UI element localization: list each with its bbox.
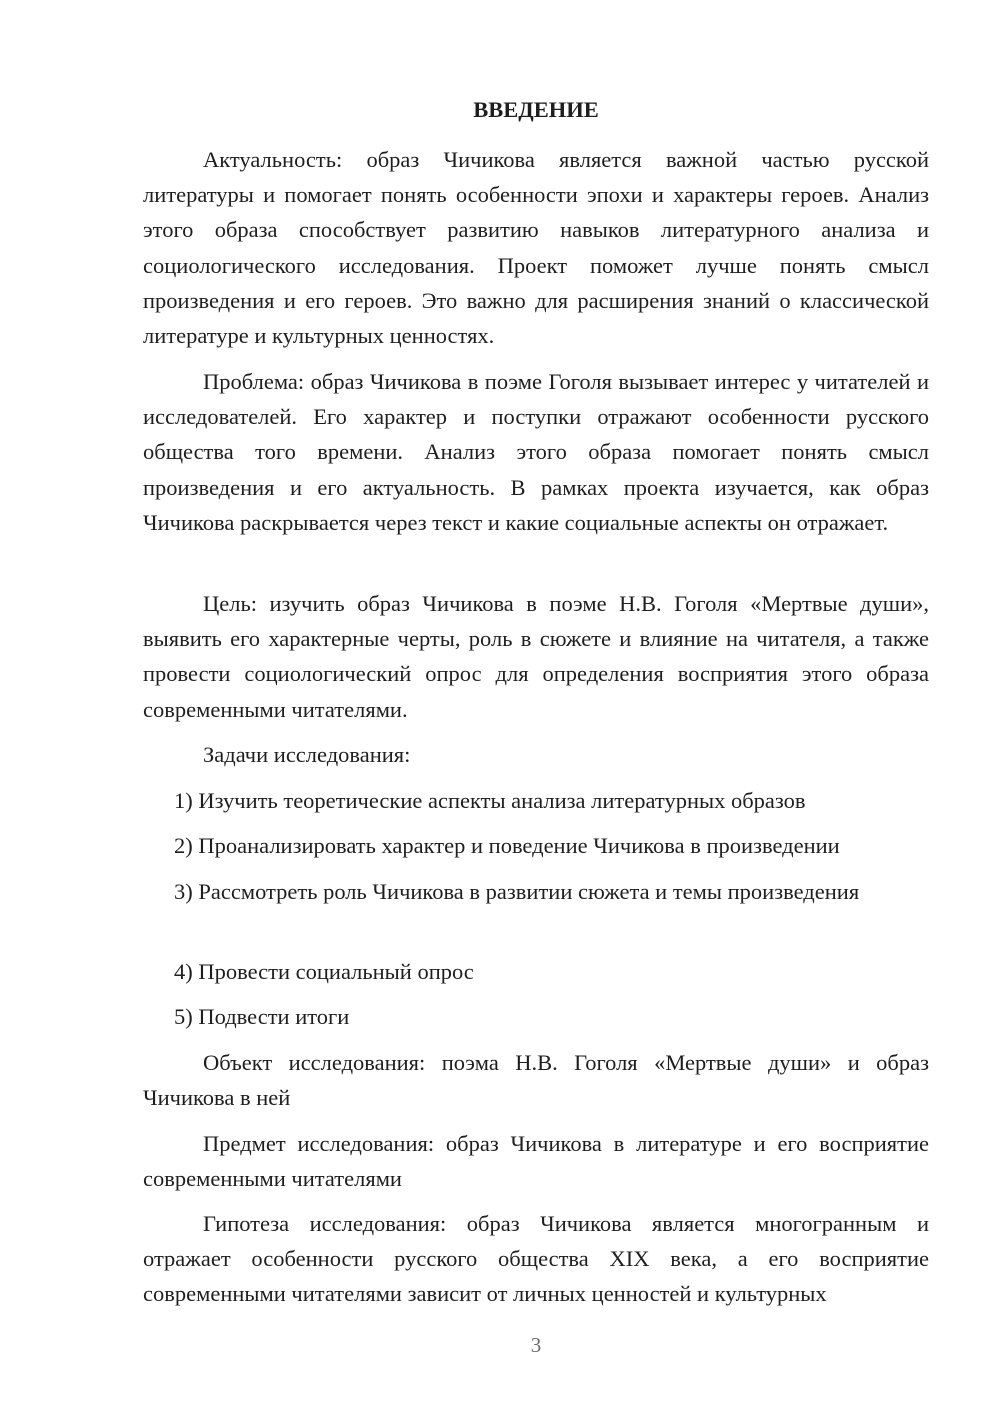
paragraph-relevance: Актуальность: образ Чичикова является важной частью русской литературы и помогает понять особенности эпохи и характеры героев. Анализ этого образа способствует развитию навыков литературного анализа и социологического исследования. Проект поможет лучше понять смысл произведения и его героев. Это важно для расширения знаний о классической литературе и культурных ценностях. <box>143 147 929 349</box>
task-item: 5) Подвести итоги <box>174 1004 350 1029</box>
task-item: 3) Рассмотреть роль Чичикова в развитии сюжета и темы произведения <box>174 879 860 904</box>
paragraph-goal: Цель: изучить образ Чичикова в поэме Н.В. Гоголя «Мертвые души», выявить его характерные черты, роль в сюжете и влияние на читателя, а также провести социологический опрос для определения восприятия этого образа современными читателями. <box>143 591 929 722</box>
task-item: 4) Провести социальный опрос <box>174 959 474 984</box>
paragraph-subject: Предмет исследования: образ Чичикова в литературе и его восприятие современными читателями <box>143 1131 929 1192</box>
paragraph-object: Объект исследования: поэма Н.В. Гоголя «Мертвые души» и образ Чичикова в ней <box>143 1050 929 1111</box>
tasks-heading: Задачи исследования: <box>203 742 411 767</box>
page-number: 3 <box>530 1333 542 1357</box>
paragraph-hypothesis: Гипотеза исследования: образ Чичикова является многогранным и отражает особенности русского общества XIX века, а его восприятие современными читателями зависит от личных ценностей и культурных <box>143 1211 929 1307</box>
task-item: 2) Проанализировать характер и поведение Чичикова в произведении <box>174 833 840 858</box>
page-title: ВВЕДЕНИЕ <box>473 97 599 122</box>
task-item: 1) Изучить теоретические аспекты анализа литературных образов <box>174 788 806 813</box>
paragraph-problem: Проблема: образ Чичикова в поэме Гоголя вызывает интерес у читателей и исследователей. Его характер и поступки отражают особенности русского общества того времени. Анализ этого образа помогает понять смысл произведения и его актуальность. В рамках проекта изучается, как образ Чичикова раскрывается через текст и какие социальные аспекты он отражает. <box>143 369 929 535</box>
